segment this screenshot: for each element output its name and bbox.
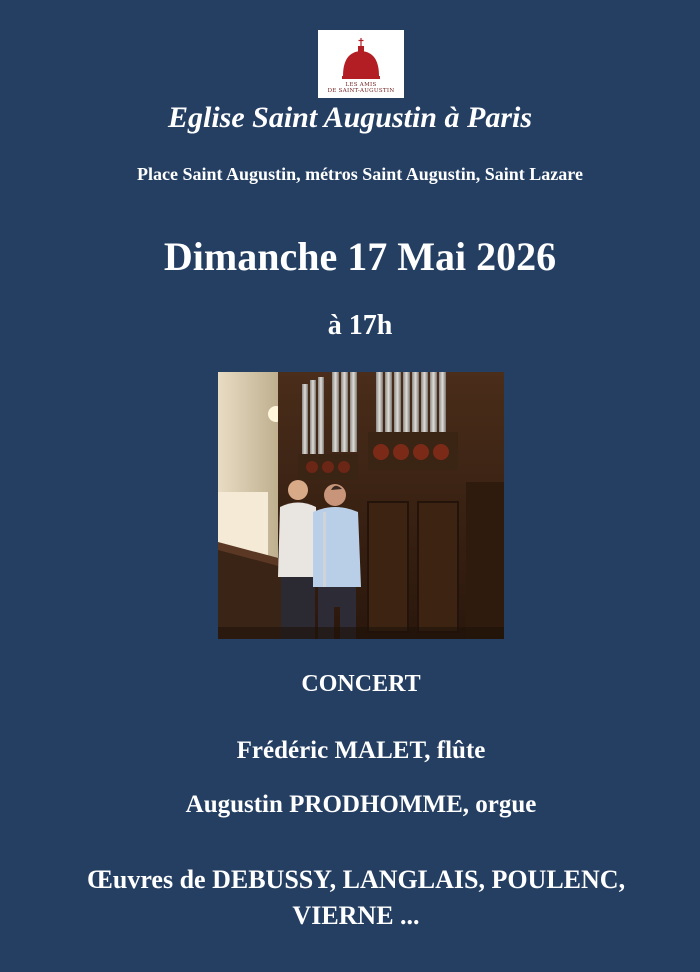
performer-organ: Augustin PRODHOMME, orgue [185,791,537,818]
logo-text-line2: DE SAINT-AUGUSTIN [327,88,395,94]
organ-photo-illustration [218,372,504,639]
event-date: Dimanche 17 Mai 2026 [163,234,557,279]
performer-flute: Frédéric MALET, flûte [236,737,486,764]
organ-photo [218,372,504,639]
church-title: Eglise Saint Augustin à Paris [167,101,532,134]
church-logo [318,30,404,98]
program-works [0,862,700,934]
event-type: CONCERT [301,671,421,697]
program-line2: VIERNE ... [292,901,420,930]
program-line1: Œuvres de DEBUSSY, LANGLAIS, POULENC, [86,865,626,894]
logo-text-line1: LES AMIS [345,82,377,88]
event-time: à 17h [327,310,393,341]
church-address: Place Saint Augustin, métros Saint Augustin, Saint Lazare [137,164,583,184]
dome-icon [341,36,381,82]
